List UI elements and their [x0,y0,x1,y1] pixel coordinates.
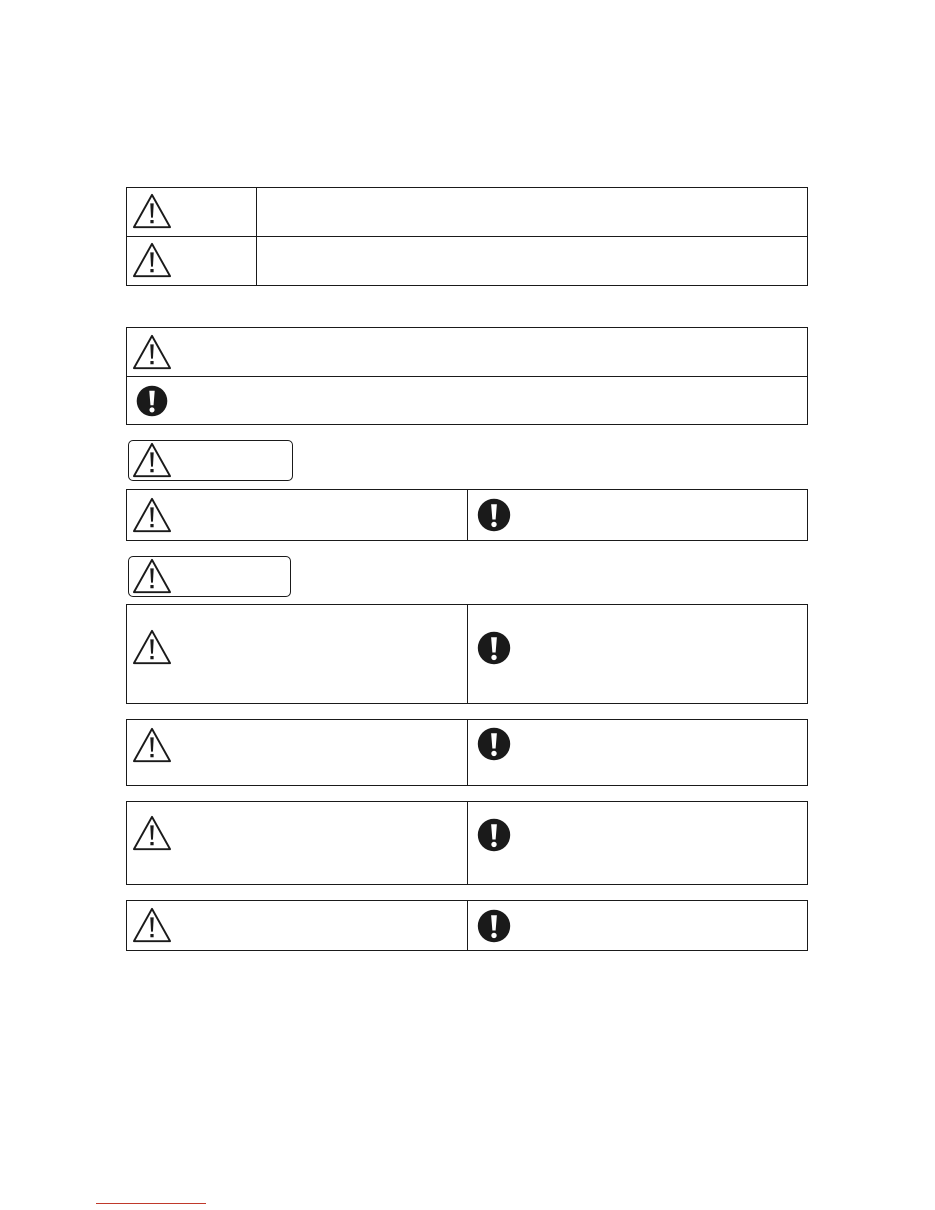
mandatory-exclamation-icon [476,908,512,944]
warning-triangle-icon [130,241,174,279]
warning-triangle-icon [130,814,174,852]
mandatory-exclamation-icon [476,630,512,666]
warning-triangle-icon [130,192,174,230]
precaution-divider [467,605,468,703]
mandatory-exclamation-icon [476,497,512,533]
warning-triangle-icon [130,557,174,595]
warning-triangle-icon [130,333,174,371]
precaution-divider [467,490,468,540]
precaution-divider [467,802,468,884]
mandatory-exclamation-icon [134,384,170,418]
footnote-rule [96,1203,206,1204]
precaution-divider [467,720,468,785]
warning-triangle-icon [130,726,174,764]
warning-triangle-icon [130,628,174,666]
warning-triangle-icon [130,441,174,479]
mandatory-exclamation-icon [476,817,512,853]
mandatory-exclamation-icon [476,726,512,762]
warning-triangle-icon [130,496,174,534]
symbol-meaning-row-divider [127,376,807,377]
warning-triangle-icon [130,906,174,944]
precaution-divider [467,901,468,950]
signal-definition-row-divider [127,236,807,237]
